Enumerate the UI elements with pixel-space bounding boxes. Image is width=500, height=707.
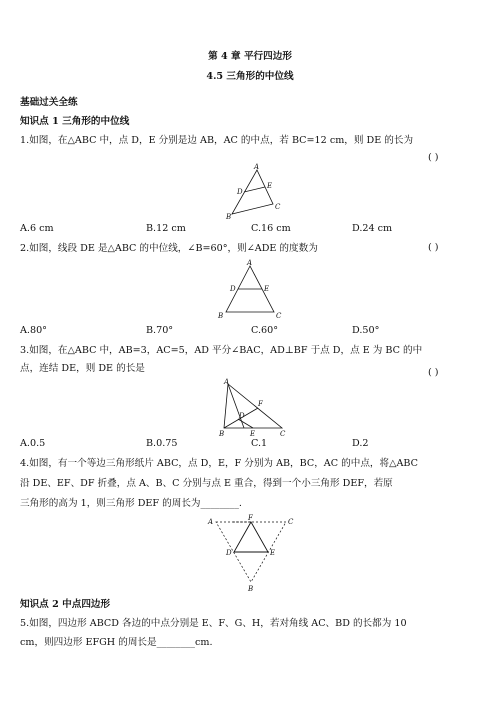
knowledge-point-2: 知识点 2 中点四边形 [20,599,111,610]
q1-answer-paren: ( ) [428,152,439,163]
q1-label-b: B [226,213,232,221]
q4-label-c: C [288,518,294,526]
q3-label-c: C [280,430,286,438]
section-title: 4.5 三角形的中位线 [206,71,294,82]
q5-text-line1: 5.如图，四边形 ABCD 各边的中点分别是 E、F、G、H，若对角线 AC、BD 的长都为 10 [20,618,407,629]
q1-triangle-figure [222,160,286,222]
q2-label-d: D [230,285,236,293]
q4-label-f: F [248,514,253,522]
q2-option-a: A.80° [20,325,47,336]
part-heading: 基础过关全练 [20,97,78,108]
q4-text-line3: 三角形的高为 1，则三角形 DEF 的周长为________. [20,498,242,509]
q2-option-d: D.50° [352,325,380,336]
q3-option-c: C.1 [251,438,268,449]
q2-label-b: B [218,312,224,320]
q3-option-a: A.0.5 [20,438,46,449]
q4-fold-figure [204,512,296,592]
q3-text-line2: 点，连结 DE，则 DE 的长是 [20,363,145,374]
q3-text-line1: 3.如图，在△ABC 中，AB=3，AC=5，AD 平分∠BAC，AD⊥BF 于点 D，点 E 为 BC 的中 [20,345,423,356]
q3-triangle-figure [218,378,290,438]
q2-answer-paren: ( ) [428,242,439,253]
q1-option-a: A.6 cm [20,223,54,234]
q2-option-c: C.60° [251,325,279,336]
q2-option-b: B.70° [146,325,174,336]
q5-text-line2: cm，则四边形 EFGH 的周长是________cm. [20,637,213,648]
q4-label-a: A [208,518,214,526]
q1-text: 1.如图，在△ABC 中，点 D，E 分别是边 AB，AC 的中点，若 BC=12 cm，则 DE 的长为 [20,135,414,146]
chapter-title: 第 4 章 平行四边形 [208,51,292,62]
q1-label-d: D [237,188,243,196]
q4-label-d: D [226,549,232,557]
q3-label-a: A [224,378,230,386]
q2-label-e: E [264,285,270,293]
q3-label-d: D [239,412,245,420]
q1-label-e: E [267,182,273,190]
q4-label-e: E [270,549,276,557]
q2-label-a: A [247,259,253,267]
q4-text-line1: 4.如图，有一个等边三角形纸片 ABC，点 D，E，F 分别为 AB，BC，AC 的中点，将△ABC [20,458,418,469]
q3-option-d: D.2 [352,438,369,449]
knowledge-point-1: 知识点 1 三角形的中位线 [20,116,130,127]
q2-triangle-figure [212,258,288,320]
q1-label-a: A [254,163,260,171]
q3-answer-paren: ( ) [428,367,439,378]
q1-option-d: D.24 cm [352,223,393,234]
q3-label-f: F [258,400,263,408]
q3-option-b: B.0.75 [146,438,178,449]
q2-label-c: C [276,312,282,320]
q2-text: 2.如图，线段 DE 是△ABC 的中位线，∠B=60°，则∠ADE 的度数为 [20,243,318,254]
q4-label-b: B [248,585,254,592]
q1-option-b: B.12 cm [146,223,186,234]
q3-label-b: B [219,430,225,438]
q4-text-line2: 沿 DE、EF、DF 折叠，点 A、B、C 分别与点 E 重合，得到一个小三角形 DEF，若原 [20,478,393,489]
q3-label-e: E [250,430,256,438]
q1-option-c: C.16 cm [251,223,291,234]
q1-label-c: C [275,203,281,211]
